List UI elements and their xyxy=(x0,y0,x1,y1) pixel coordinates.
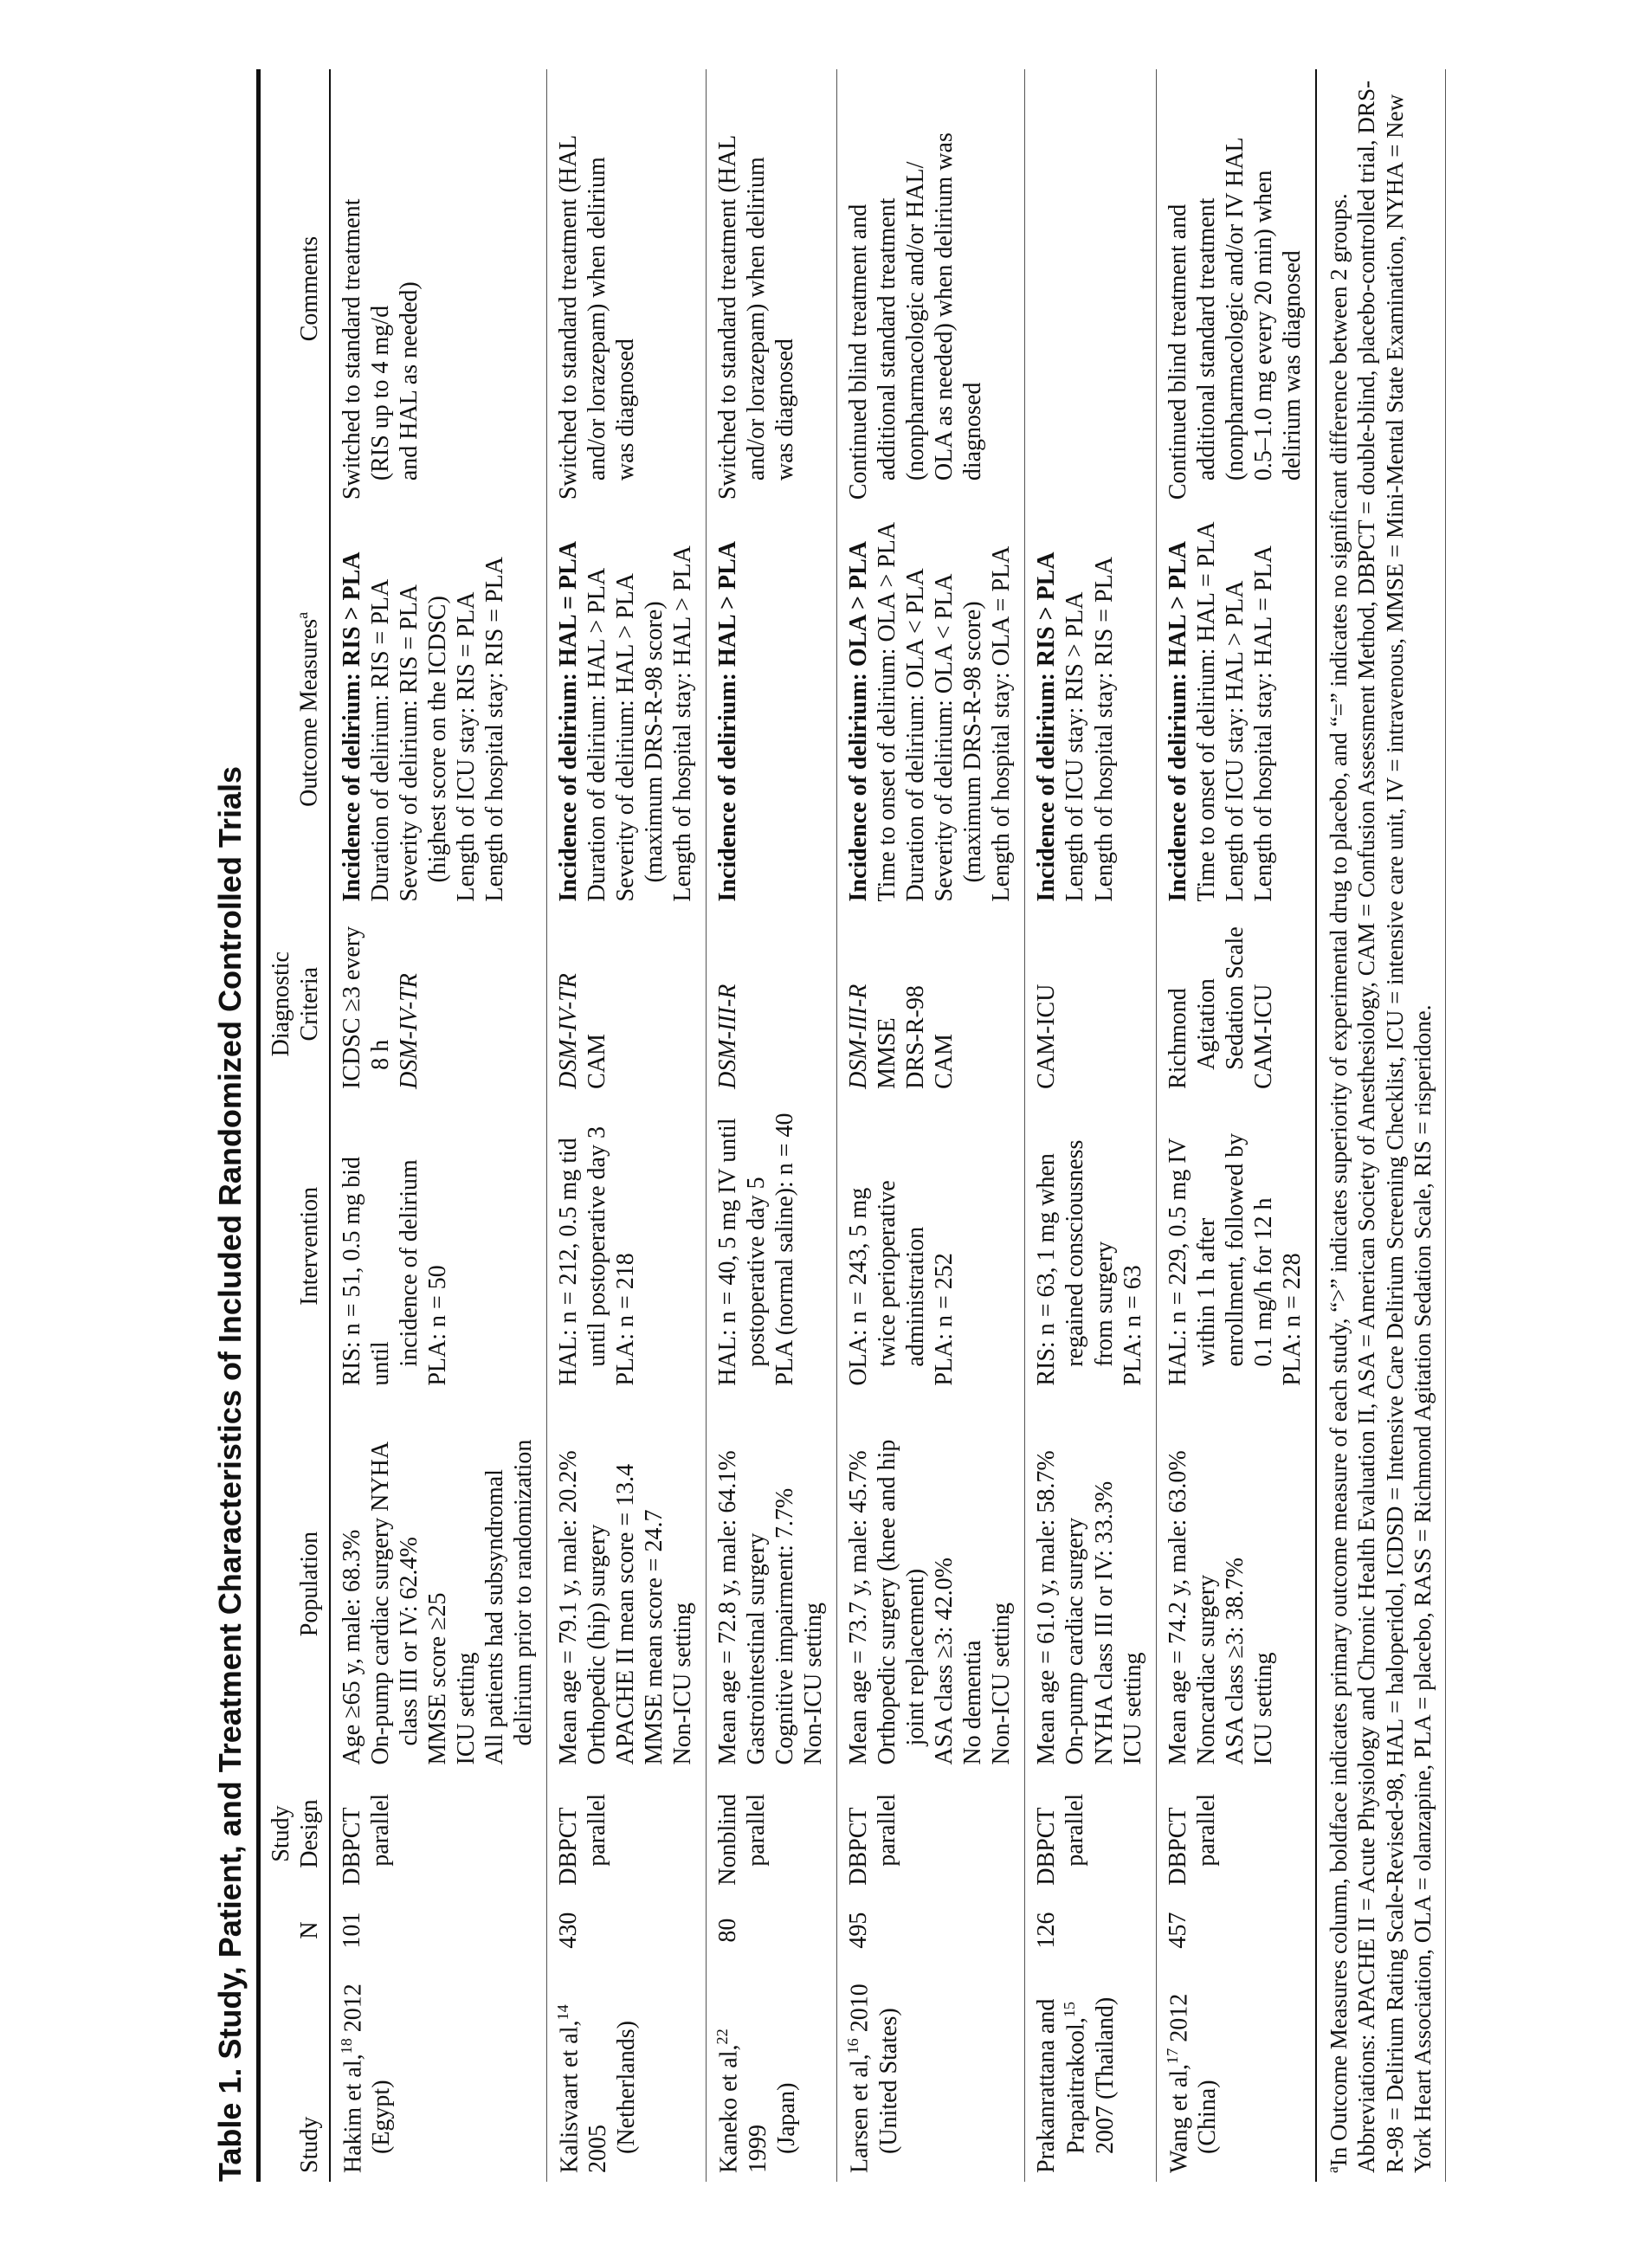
comment-line: Switched to standard treatment xyxy=(338,198,365,500)
cell-comments xyxy=(1025,69,1156,508)
diagnostic-line: CAM xyxy=(584,1034,611,1089)
design-type: DBPCT xyxy=(554,1807,582,1886)
cell-n: 101 xyxy=(330,1894,547,1967)
comment-line: (RIS up to 4 mg/d xyxy=(366,305,394,481)
diagnostic-line: CAM xyxy=(931,1034,958,1089)
comment-line: was diagnosed xyxy=(612,339,640,481)
intervention-line: HAL: n = 229, 0.5 mg IV xyxy=(1164,1138,1191,1386)
primary-outcome: Incidence of delirium: HAL > PLA xyxy=(714,541,742,902)
outcome-line: Length of hospital stay: RIS = PLA xyxy=(1090,557,1118,902)
cell-intervention xyxy=(1025,1098,1156,1395)
intervention-line: PLA: n = 50 xyxy=(423,1265,451,1386)
intervention-line: regained consciousness xyxy=(1062,1139,1089,1367)
table-row xyxy=(1156,69,1316,2182)
study-ref: 16 xyxy=(844,2038,862,2054)
cell-diagnostic xyxy=(1025,911,1156,1098)
header-design: Study Design xyxy=(261,1773,329,1893)
table-caption: Table 1. Study, Patient, and Treatment Characteristics of Included Randomized Controlled Trials xyxy=(212,69,261,2182)
outcome-line: Length of hospital stay: HAL = PLA xyxy=(1249,545,1277,902)
cell-n: 80 xyxy=(707,1894,837,1967)
design-arm: parallel xyxy=(1192,1793,1220,1867)
study-name xyxy=(713,1976,771,2173)
cell-population xyxy=(330,1395,547,1774)
comment-line: (nonpharmacologic and/or IV HAL xyxy=(1221,137,1249,481)
outcome-line: (highest score on the ICDSC) xyxy=(423,596,451,883)
population-line: APACHE II mean score = 13.4 xyxy=(612,1463,640,1765)
outcome-line: Length of hospital stay: OLA = PLA xyxy=(988,545,1016,902)
intervention-line: within 1 h after xyxy=(1192,1217,1220,1367)
population-line: On-pump cardiac surgery NYHA xyxy=(366,1441,394,1765)
study-country: (China) xyxy=(1193,2080,1221,2154)
cell-study xyxy=(707,1967,837,2182)
diagnostic-line: Sedation Scale xyxy=(1221,926,1249,1070)
cell-population xyxy=(837,1395,1025,1774)
population-line: No dementia xyxy=(959,1640,987,1765)
cell-n: 126 xyxy=(1025,1894,1156,1967)
cell-comments xyxy=(1156,69,1316,508)
population-line: joint replacement) xyxy=(902,1568,930,1746)
cell-intervention xyxy=(837,1098,1025,1395)
study-author: Kalisvaart et al, xyxy=(556,2020,584,2173)
diagnostic-line: DSM-IV-TR xyxy=(554,973,582,1089)
cell-diagnostic xyxy=(546,911,706,1098)
population-line: Age ≥65 y, male: 68.3% xyxy=(338,1529,365,1765)
cell-n: 457 xyxy=(1156,1894,1316,1967)
diagnostic-line: DSM-III-R xyxy=(714,984,742,1089)
primary-outcome: Incidence of delirium: HAL > PLA xyxy=(1164,541,1191,902)
cell-study xyxy=(330,1967,547,2182)
intervention-line: 0.1 mg/h for 12 h xyxy=(1249,1197,1277,1367)
comment-line: additional standard treatment xyxy=(874,197,901,481)
study-year: 2005 xyxy=(584,2125,612,2173)
diagnostic-line: DSM-III-R xyxy=(845,984,873,1089)
population-line: class III or IV: 62.4% xyxy=(395,1537,423,1746)
diagnostic-line: MMSE xyxy=(874,1017,901,1089)
footnote-primary xyxy=(1324,78,1352,2173)
cell-comments xyxy=(546,69,706,508)
population-line: Non-ICU setting xyxy=(669,1603,697,1765)
study-country: (Egypt) xyxy=(368,2080,396,2154)
header-row xyxy=(261,69,329,2182)
cell-design xyxy=(837,1773,1025,1893)
table-row xyxy=(837,69,1025,2182)
comment-line: Switched to standard treatment (HAL xyxy=(714,134,742,500)
header-diagnostic: Diagnostic Criteria xyxy=(261,911,329,1098)
population-line: ASA class ≥3: 38.7% xyxy=(1221,1558,1249,1765)
cell-outcome xyxy=(837,508,1025,910)
design-type: DBPCT xyxy=(338,1807,365,1886)
outcome-line: (maximum DRS-R-98 score) xyxy=(959,601,987,883)
population-line: ASA class ≥3: 42.0% xyxy=(931,1558,958,1765)
study-country: (United States) xyxy=(874,2008,902,2154)
header-outcome xyxy=(261,508,329,910)
study-year: 2010 xyxy=(846,1983,874,2039)
primary-outcome: Incidence of delirium: OLA > PLA xyxy=(845,541,873,902)
table-row xyxy=(1025,69,1156,2182)
diagnostic-line: ICDSC ≥3 every xyxy=(338,926,365,1089)
design-type: Nonblind xyxy=(714,1793,742,1886)
cell-outcome xyxy=(1025,508,1156,910)
intervention-line: PLA: n = 63 xyxy=(1119,1265,1146,1386)
intervention-line: incidence of delirium xyxy=(395,1159,423,1367)
population-line: Mean age = 72.8 y, male: 64.1% xyxy=(714,1450,742,1765)
study-author: Larsen et al, xyxy=(846,2054,874,2173)
table-row xyxy=(330,69,547,2182)
cell-intervention xyxy=(330,1098,547,1395)
design-arm: parallel xyxy=(584,1793,611,1867)
cell-diagnostic xyxy=(330,911,547,1098)
cell-study xyxy=(546,1967,706,2182)
cell-outcome xyxy=(546,508,706,910)
cell-study xyxy=(1025,1967,1156,2182)
study-year: 2007 (Thailand) xyxy=(1091,1996,1119,2154)
primary-outcome: Incidence of delirium: HAL = PLA xyxy=(554,541,582,902)
diagnostic-line: DSM-IV-TR xyxy=(395,973,423,1089)
population-line: ICU setting xyxy=(452,1652,480,1765)
table-row xyxy=(707,69,837,2182)
study-country: (Japan) xyxy=(772,2082,800,2154)
comment-line: Switched to standard treatment (HAL xyxy=(554,134,582,500)
outcome-line: Severity of delirium: RIS = PLA xyxy=(395,584,423,902)
footnote-abbreviations: Abbreviations: APACHE II = Acute Physiology and Chronic Health Evaluation II, ASA = American Society of Anesthesiology, CAM = Confusion Assessment Method, DBPCT = double-blind, placebo-controlled trial, DRS-R-98 = Delirium Rating Scale-Revised-98, HAL = haloperidol, ICDSD = Intensive Care Delirium Screening Checklist, ICU = intensive care unit, IV = intravenous, MMSE = Mini-Mental State Examination, NYHA = New York Heart Association, OLA = olanzapine, PLA = placebo, RASS = Richmond Agitation Sedation Scale, RIS = risperidone. xyxy=(1353,81,1436,2173)
table-row xyxy=(546,69,706,2182)
population-line: Orthopedic (hip) surgery xyxy=(584,1524,611,1765)
trials-table xyxy=(261,69,1446,2182)
cell-intervention xyxy=(707,1098,837,1395)
design-arm: parallel xyxy=(743,1793,771,1867)
cell-design xyxy=(1025,1773,1156,1893)
intervention-line: OLA: n = 243, 5 mg xyxy=(845,1187,873,1386)
study-author-cont xyxy=(1061,1976,1090,2173)
intervention-line: PLA: n = 218 xyxy=(612,1253,640,1386)
table-body xyxy=(330,69,1316,2182)
cell-study xyxy=(1156,1967,1316,2182)
cell-diagnostic xyxy=(1156,911,1316,1098)
intervention-line: HAL: n = 40, 5 mg IV until xyxy=(714,1118,742,1386)
population-line: Mean age = 61.0 y, male: 58.7% xyxy=(1033,1450,1061,1765)
population-line: delirium prior to randomization xyxy=(509,1439,537,1746)
design-arm: parallel xyxy=(366,1793,394,1867)
population-line: Noncardiac surgery xyxy=(1192,1574,1220,1765)
cell-n: 430 xyxy=(546,1894,706,1967)
outcome-line: Time to onset of delirium: OLA > PLA xyxy=(874,521,901,902)
intervention-line: administration xyxy=(902,1226,930,1367)
outcome-line: Duration of delirium: HAL > PLA xyxy=(584,567,611,902)
diagnostic-line: Agitation xyxy=(1192,978,1220,1070)
study-author: Kaneko et al, xyxy=(715,2044,743,2173)
comment-line: additional standard treatment xyxy=(1192,197,1220,481)
intervention-line: PLA (normal saline): n = 40 xyxy=(771,1113,799,1386)
outcome-line: (maximum DRS-R-98 score) xyxy=(641,601,668,883)
cell-study xyxy=(837,1967,1025,2182)
comment-line: (nonpharmacologic and/or HAL/ xyxy=(902,161,930,481)
outcome-line: Length of ICU stay: HAL > PLA xyxy=(1221,580,1249,902)
comment-line: OLA as needed) when delirium was xyxy=(931,132,958,481)
intervention-line: PLA: n = 228 xyxy=(1278,1253,1306,1386)
cell-n: 495 xyxy=(837,1894,1025,1967)
population-line: Non-ICU setting xyxy=(988,1603,1016,1765)
study-year: 2012 xyxy=(1165,1993,1192,2048)
population-line: NYHA class III or IV: 33.3% xyxy=(1090,1480,1118,1765)
population-line: Cognitive impairment: 7.7% xyxy=(771,1487,799,1765)
cell-design xyxy=(707,1773,837,1893)
outcome-line: Length of hospital stay: HAL > PLA xyxy=(669,545,697,902)
diagnostic-line: 8 h xyxy=(366,1039,394,1070)
population-line: ICU setting xyxy=(1119,1652,1146,1765)
diagnostic-line: Richmond xyxy=(1164,988,1191,1089)
header-outcome-label: Outcome Measures xyxy=(295,618,323,807)
intervention-line: RIS: n = 51, 0.5 mg bid until xyxy=(338,1156,394,1386)
population-line: All patients had subsyndromal xyxy=(481,1469,508,1765)
comment-line: 0.5–1.0 mg every 20 min) when xyxy=(1249,170,1277,481)
intervention-line: postoperative day 5 xyxy=(743,1177,771,1367)
study-author: Prakanrattana and xyxy=(1033,1998,1061,2173)
cell-population xyxy=(707,1395,837,1774)
study-author: Wang et al, xyxy=(1165,2063,1192,2173)
cell-comments xyxy=(837,69,1025,508)
outcome-line: Duration of delirium: OLA < PLA xyxy=(902,568,930,902)
study-ref: 14 xyxy=(553,2004,571,2021)
study-author-2: Prapaitrakool, xyxy=(1062,2017,1090,2154)
cell-population xyxy=(1025,1395,1156,1774)
cell-intervention xyxy=(1156,1098,1316,1395)
design-arm: parallel xyxy=(1062,1793,1089,1867)
comment-line: and/or lorazepam) when delirium xyxy=(584,157,611,481)
header-population: Population xyxy=(261,1395,329,1774)
population-line: ICU setting xyxy=(1249,1652,1277,1765)
diagnostic-line: CAM-ICU xyxy=(1249,984,1277,1089)
comment-line: delirium was diagnosed xyxy=(1278,250,1306,481)
cell-design xyxy=(330,1773,547,1893)
outcome-line: Severity of delirium: HAL > PLA xyxy=(612,573,640,902)
intervention-line: HAL: n = 212, 0.5 mg tid xyxy=(554,1138,582,1386)
cell-population xyxy=(546,1395,706,1774)
outcome-line: Length of hospital stay: RIS = PLA xyxy=(481,557,508,902)
population-line: Mean age = 74.2 y, male: 63.0% xyxy=(1164,1450,1191,1765)
cell-outcome xyxy=(1156,508,1316,910)
study-name xyxy=(844,1976,874,2173)
comment-line: diagnosed xyxy=(959,382,987,481)
population-line: MMSE mean score = 24.7 xyxy=(641,1509,668,1765)
comment-line: Continued blind treatment and xyxy=(845,203,873,500)
footnote-sup: a xyxy=(1323,2166,1341,2173)
outcome-line: Severity of delirium: OLA < PLA xyxy=(931,573,958,902)
header-n: N xyxy=(261,1894,329,1967)
study-name xyxy=(338,1976,367,2173)
study-country: (Netherlands) xyxy=(613,2021,641,2154)
cell-design xyxy=(546,1773,706,1893)
comment-line: was diagnosed xyxy=(771,339,799,481)
outcome-line: Length of ICU stay: RIS > PLA xyxy=(1062,591,1089,902)
study-author: Hakim et al, xyxy=(339,2054,367,2173)
cell-outcome xyxy=(330,508,547,910)
comment-line: and HAL as needed) xyxy=(395,281,423,481)
intervention-line: enrollment, followed by xyxy=(1221,1132,1249,1367)
primary-outcome: Incidence of delirium: RIS > PLA xyxy=(338,551,365,902)
study-name xyxy=(1164,1976,1193,2173)
population-line: Mean age = 73.7 y, male: 45.7% xyxy=(845,1450,873,1765)
study-year: 1999 xyxy=(744,2125,771,2173)
cell-diagnostic xyxy=(707,911,837,1098)
comment-line: Continued blind treatment and xyxy=(1164,203,1191,500)
design-type: DBPCT xyxy=(845,1807,873,1886)
outcome-line: Length of ICU stay: RIS = PLA xyxy=(452,591,480,902)
intervention-line: until postoperative day 3 xyxy=(584,1126,611,1367)
cell-intervention xyxy=(546,1098,706,1395)
design-arm: parallel xyxy=(874,1793,901,1867)
cell-comments xyxy=(330,69,547,508)
footnote-text: In Outcome Measures column, boldface indicates primary outcome measure of each study, “>” indicates superiority of experimental drug to placebo, and “=” indicates no significant difference between 2 groups. xyxy=(1325,193,1352,2167)
cell-design xyxy=(1156,1773,1316,1893)
design-type: DBPCT xyxy=(1033,1807,1061,1886)
primary-outcome: Incidence of delirium: RIS > PLA xyxy=(1033,551,1061,902)
intervention-line: RIS: n = 63, 1 mg when xyxy=(1033,1153,1061,1386)
footnote-cell xyxy=(1316,69,1446,2182)
study-ref: 17 xyxy=(1163,2048,1181,2064)
study-ref: 22 xyxy=(713,2028,732,2045)
footnote-row xyxy=(1316,69,1446,2182)
study-year: 2012 xyxy=(339,1983,367,2039)
study-ref: 18 xyxy=(337,2038,355,2054)
outcome-line: Duration of delirium: RIS = PLA xyxy=(366,578,394,902)
header-intervention: Intervention xyxy=(261,1098,329,1395)
cell-population xyxy=(1156,1395,1316,1774)
header-study: Study xyxy=(261,1967,329,2182)
intervention-line: from surgery xyxy=(1090,1241,1118,1367)
comment-line: and/or lorazepam) when delirium xyxy=(743,157,771,481)
study-ref: 15 xyxy=(1061,2001,1079,2018)
population-line: MMSE score ≥25 xyxy=(423,1592,451,1765)
population-line: Non-ICU setting xyxy=(800,1603,828,1765)
header-outcome-sup: a xyxy=(294,611,312,619)
cell-comments xyxy=(707,69,837,508)
population-line: Mean age = 79.1 y, male: 20.2% xyxy=(554,1450,582,1765)
header-comments: Comments xyxy=(261,69,329,508)
population-line: Orthopedic surgery (knee and hip xyxy=(874,1439,901,1765)
diagnostic-line: CAM-ICU xyxy=(1033,984,1061,1089)
population-line: On-pump cardiac surgery xyxy=(1062,1517,1089,1765)
intervention-line: PLA: n = 252 xyxy=(931,1253,958,1386)
study-name xyxy=(1032,1976,1061,2173)
population-line: Gastrointestinal surgery xyxy=(743,1532,771,1765)
study-name xyxy=(554,1976,612,2173)
diagnostic-line: DRS-R-98 xyxy=(902,985,930,1089)
outcome-line: Time to onset of delirium: HAL = PLA xyxy=(1192,521,1220,902)
cell-outcome xyxy=(707,508,837,910)
cell-diagnostic xyxy=(837,911,1025,1098)
design-type: DBPCT xyxy=(1164,1807,1191,1886)
intervention-line: twice perioperative xyxy=(874,1180,901,1367)
